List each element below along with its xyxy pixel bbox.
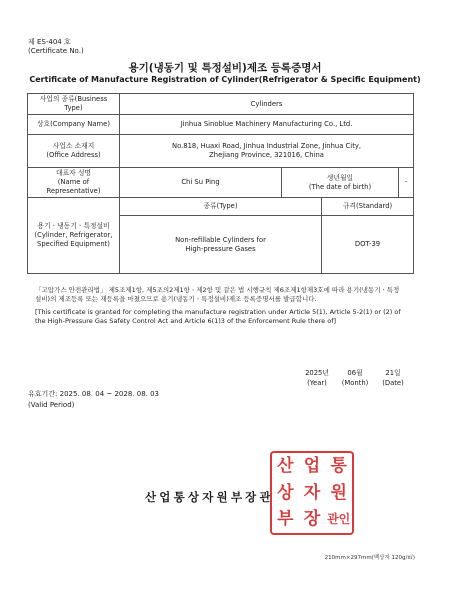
notice-en: [This certificate is granted for completing the manufacture registration under Article 5(1), Article 5-2(1) or (2) of the High-Pressure Gas Safety Control Act and Article 6(1)3 of the Enforcement Rule there of] (35, 307, 401, 326)
business-type-value: Cylinders (120, 94, 414, 115)
equipment-label-ko: 용기ㆍ냉동기ㆍ특정설비 (37, 222, 110, 230)
issue-date (300, 368, 410, 388)
birth-date-value: - (399, 168, 414, 198)
official-seal-characters (272, 453, 352, 533)
validity-period-en: (Valid Period) (28, 401, 75, 409)
seal-char: 장 (303, 509, 321, 530)
certificate-title-en: Certificate of Manufacture Registration of Cylinder(Refrigerator & Specific Equipment) (29, 75, 421, 84)
office-address-value (120, 135, 414, 168)
seal-char: 관인 (327, 512, 351, 527)
issue-month-en: (Month) (341, 379, 369, 387)
office-address-line1: No.818, Huaxi Road, Jinhua Industrial Zone, Jinhua City, (172, 142, 362, 150)
registration-table (27, 93, 413, 274)
issue-year: 2025년 (305, 369, 329, 377)
seal-char: 원 (330, 482, 347, 503)
seal-char: 상 (277, 482, 294, 503)
certificate-notice (27, 283, 413, 363)
equipment-label-en1: (Cylinder, Refrigerator, (34, 231, 113, 239)
business-type-label: 사업의 종류(Business Type) (28, 94, 120, 115)
issue-day: 21일 (385, 369, 401, 377)
office-address-line2: Zhejiang Province, 321016, China (209, 151, 324, 159)
office-address-label (28, 135, 120, 168)
representative-value: Chi Su Ping (120, 168, 282, 198)
type-value-line2: High-pressure Gases (185, 244, 256, 253)
issuer-name: 산업통상자원부장관 (145, 490, 274, 504)
representative-label-en: (Name of Representative) (46, 178, 101, 195)
type-value-line1: Non-refillable Cylinders for (175, 235, 266, 244)
birth-date-label-ko: 생년월일 (326, 173, 354, 182)
office-address-label-ko: 사업소 소재지 (52, 142, 95, 150)
representative-label (28, 168, 120, 198)
birth-date-label (282, 168, 399, 198)
certificate-title-ko: 용기(냉동기 및 특정설비)제조 등록증명서 (128, 62, 322, 74)
seal-char: 자 (303, 482, 321, 503)
seal-char: 부 (277, 509, 294, 530)
issue-year-en: (Year) (307, 379, 327, 387)
equipment-label (28, 198, 120, 274)
paper-spec: 210mm×297mm(백상지 120g/㎡) (324, 555, 415, 561)
company-name-value: Jinhua Sinoblue Machinery Manufacturing Co., Ltd. (120, 115, 414, 135)
company-name-label: 상호(Company Name) (28, 115, 120, 135)
representative-label-ko: 대표자 성명 (56, 169, 91, 177)
certificate-number (28, 38, 84, 56)
standard-header: 규격(Standard) (322, 198, 414, 216)
issue-day-en: (Date) (382, 379, 404, 387)
seal-char: 통 (330, 456, 347, 476)
certificate-number-en: (Certificate No.) (28, 47, 84, 55)
standard-value: DOT-39 (322, 216, 414, 274)
validity-period (28, 389, 159, 411)
validity-period-ko: 유효기간: 2025. 08. 04 ~ 2028. 08. 03 (28, 390, 160, 398)
official-seal-stamp (270, 451, 354, 535)
seal-char: 업 (303, 456, 321, 476)
equipment-label-en2: Specified Equipment) (37, 240, 110, 248)
certificate-number-ko: 제 ES-404 호 (28, 38, 71, 46)
type-value (120, 216, 322, 274)
type-header: 종류(Type) (120, 198, 322, 216)
notice-ko: 「고압가스 안전관리법」 제5조제1항, 제5조의2제1항ㆍ제2항 및 같은 법 시행규칙 제6조제1항제3호에 따라 용기(냉동기ㆍ특정설비)의 제조등록 또는 재등록을 마쳤으므로 용기(냉동기ㆍ특정설비)제조 등록증명서를 발급합니다. (35, 286, 400, 304)
seal-char: 산 (277, 456, 294, 476)
office-address-label-en: (Office Address) (46, 151, 101, 159)
issue-month: 06월 (347, 369, 363, 377)
birth-date-label-en: (The date of birth) (308, 182, 372, 191)
